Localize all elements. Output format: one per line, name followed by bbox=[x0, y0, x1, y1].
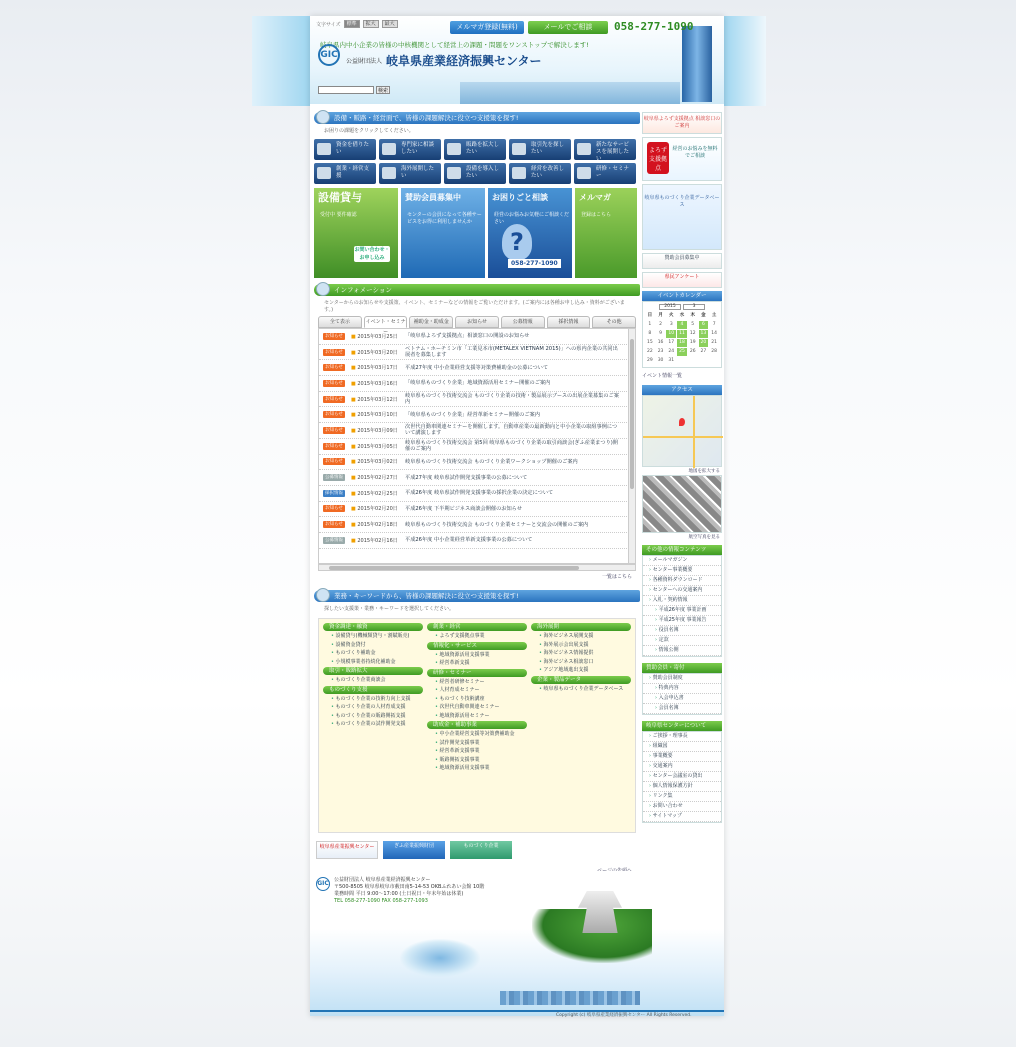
calendar-selectors bbox=[645, 304, 719, 310]
yorozu-logo: よろず支援拠点 bbox=[647, 142, 669, 174]
calendar-day: 15 bbox=[646, 340, 653, 345]
support-button-funding[interactable]: 資金を借りたい bbox=[314, 139, 376, 160]
tab-subsidy[interactable]: 補助金・助成金 bbox=[409, 316, 453, 328]
org-name[interactable]: 岐阜県産業経済振興センター bbox=[386, 54, 542, 68]
side-banner-database[interactable]: 岐阜県ものづくり企業データベース bbox=[642, 184, 722, 250]
keyword-link[interactable]: • アジア地域進出支援 bbox=[531, 667, 631, 674]
side-menu-item[interactable]: › お問い合わせ bbox=[643, 802, 721, 812]
font-size-large-button[interactable]: 拡大 bbox=[363, 20, 379, 28]
info-row[interactable] bbox=[319, 360, 635, 376]
support-subtitle: お困りの課題をクリックしてください。 bbox=[324, 128, 414, 134]
calendar-day: 17 bbox=[668, 340, 675, 345]
keyword-category-heading: 研修・セミナー bbox=[427, 669, 527, 677]
side-menu-item[interactable]: › 入札・契約情報 bbox=[643, 596, 721, 606]
keyword-section-title: 業務・キーワードから、皆様の課題解決に役立つ支援策を探す! bbox=[314, 590, 640, 602]
event-calendar bbox=[642, 301, 722, 368]
support-button-expert[interactable]: 専門家に相談したい bbox=[379, 139, 441, 160]
menu-center-title: 岐阜県センターについて bbox=[642, 721, 722, 731]
keyword-link[interactable]: • 経営革新支援事業 bbox=[427, 748, 527, 755]
keyword-link[interactable]: • ものづくり企業商談会 bbox=[323, 677, 423, 684]
keyword-link[interactable]: • 設備貸与(機械類貸与・割賦販売) bbox=[323, 633, 423, 640]
search-input[interactable] bbox=[318, 86, 374, 94]
info-row[interactable] bbox=[319, 486, 635, 502]
side-menu-item[interactable]: › センターへの交通案内 bbox=[643, 586, 721, 596]
keyword-link[interactable]: • 海外ビジネス相談窓口 bbox=[531, 659, 631, 666]
side-menu-item[interactable]: › 入会申込書 bbox=[643, 694, 721, 704]
gear-icon bbox=[447, 167, 461, 179]
keyword-link[interactable]: • 経営革新支援 bbox=[427, 660, 527, 667]
side-menu-item[interactable]: › センター事業概要 bbox=[643, 566, 721, 576]
footer-banner-2[interactable]: ぎふ産業振興財団 bbox=[383, 841, 445, 859]
info-date: ■ 2015年02月27日 bbox=[345, 474, 405, 481]
banner-phone: 058-277-1090 bbox=[508, 259, 561, 268]
city-illustration bbox=[460, 82, 680, 104]
feature-banners bbox=[314, 188, 640, 278]
side-banner-yorozu-support[interactable]: よろず支援拠点 経営のお悩みを無料でご相談 bbox=[642, 137, 722, 181]
tower-illustration bbox=[682, 26, 712, 102]
support-button-startup[interactable]: 創業・経営支援 bbox=[314, 163, 376, 184]
footer-address: 〒500-8505 岐阜県岐阜市薮田南5-14-53 OKBふれあい会館 10階 bbox=[334, 884, 485, 890]
calendar-day-event[interactable]: 20 bbox=[700, 340, 707, 345]
tab-all[interactable]: 全て表示 bbox=[318, 316, 362, 328]
mailmag-register-button[interactable]: メルマガ登録(無料) bbox=[450, 21, 524, 34]
keyword-link[interactable]: • 海外展示会出展支援 bbox=[531, 642, 631, 649]
event-list-link[interactable]: イベント情報一覧 bbox=[642, 373, 683, 379]
aerial-photo-link[interactable]: 航空写真を見る bbox=[688, 535, 720, 540]
info-date: ■ 2015年03月25日 bbox=[345, 333, 405, 340]
info-date: ■ 2015年02月25日 bbox=[345, 490, 405, 497]
side-banner-member[interactable]: 賛助会員募集中 bbox=[642, 253, 722, 269]
keyword-link[interactable]: • ものづくり企業の人材育成支援 bbox=[323, 704, 423, 711]
map-enlarge-link[interactable]: 地図を拡大する bbox=[688, 469, 720, 474]
access-map[interactable] bbox=[642, 395, 722, 467]
search-button[interactable]: 検索 bbox=[377, 88, 388, 94]
info-tabs bbox=[314, 316, 640, 335]
info-date: ■ 2015年03月12日 bbox=[345, 396, 405, 403]
keyword-link[interactable]: • 試作開発支援事業 bbox=[427, 740, 527, 747]
calendar-weekday: 金 bbox=[701, 313, 706, 318]
keyword-link[interactable]: • 地域資源活用支援事業 bbox=[427, 652, 527, 659]
font-size-normal-button[interactable]: 標準 bbox=[344, 20, 360, 28]
calendar-month-select[interactable]: 3 bbox=[683, 304, 705, 310]
calendar-day: 9 bbox=[659, 331, 662, 336]
font-size-switcher bbox=[316, 20, 398, 28]
category-badge: お知らせ bbox=[323, 458, 345, 465]
footer-address-block bbox=[334, 877, 484, 905]
keyword-column bbox=[531, 623, 631, 828]
side-banner-yorozu[interactable]: 岐阜県よろず支援拠点 相談窓口のご案内 bbox=[642, 112, 722, 134]
magnifier-icon bbox=[316, 588, 330, 602]
calendar-weekday: 水 bbox=[679, 313, 685, 318]
side-menu-item[interactable]: › サイトマップ bbox=[643, 812, 721, 822]
info-date: ■ 2015年02月18日 bbox=[345, 521, 405, 528]
keyword-link[interactable]: • 地域資源活用セミナー bbox=[427, 713, 527, 720]
keyword-link[interactable]: • 地域資源活用支援事業 bbox=[427, 765, 527, 772]
support-button-grid bbox=[314, 139, 640, 184]
aerial-photo[interactable] bbox=[642, 475, 722, 533]
font-size-label: 文字サイズ bbox=[316, 21, 341, 28]
info-row[interactable] bbox=[319, 407, 635, 423]
info-row[interactable] bbox=[319, 470, 635, 486]
side-menu-item[interactable]: › センター会議室の貸出 bbox=[643, 772, 721, 782]
people-icon bbox=[512, 143, 526, 155]
keyword-link[interactable]: • ものづくり技術講座 bbox=[427, 696, 527, 703]
banner-consultation[interactable]: お困りごと相談 経営のお悩みお気軽にご相談ください ? 058-277-1090 bbox=[488, 188, 572, 278]
keyword-column bbox=[427, 623, 527, 828]
info-row[interactable] bbox=[319, 329, 635, 345]
category-badge: お知らせ bbox=[323, 349, 345, 356]
footer-banner-1[interactable]: 岐阜県産業振興センター bbox=[316, 841, 378, 859]
side-menu-item[interactable]: › 事業概要 bbox=[643, 752, 721, 762]
calendar-day: 22 bbox=[646, 349, 653, 354]
keyword-link[interactable]: • 経営者研修セミナー bbox=[427, 679, 527, 686]
keyword-link[interactable]: • 中小企業経営支援等対策費補助金 bbox=[427, 731, 527, 738]
mail-consult-button[interactable]: メールでご相談 bbox=[528, 21, 608, 34]
keyword-column bbox=[323, 623, 423, 828]
header-phone: 058-277-1090 bbox=[614, 20, 694, 33]
scroll-thumb[interactable] bbox=[329, 566, 579, 570]
banner-member-recruit[interactable]: 賛助会員募集中 センターの会員になって各種サービスをお得に利用しませんか bbox=[401, 188, 485, 278]
support-button-partner[interactable]: 取引先を探したい bbox=[509, 139, 571, 160]
calendar-day: 1 bbox=[648, 322, 652, 327]
side-menu-item[interactable]: › 各種資料ダウンロード bbox=[643, 576, 721, 586]
tab-event[interactable]: イベント・セミナー bbox=[364, 316, 408, 328]
calendar-day: 29 bbox=[646, 358, 653, 363]
info-link[interactable]: 平成26年度 下半期ビジネス商談会開催のお知らせ bbox=[405, 505, 522, 512]
banner-equipment-lease[interactable]: 設備貸与 受付中 要件確認 お問い合わせ・お申し込み bbox=[314, 188, 398, 278]
keyword-section bbox=[314, 590, 640, 833]
handshake-icon bbox=[382, 143, 396, 155]
support-button-sales[interactable]: 販路を拡大したい bbox=[444, 139, 506, 160]
info-link[interactable]: 平成26年度 中小企業経営革新支援事業の公募について bbox=[405, 537, 533, 544]
menu-other-title: その他の情報コンテンツ bbox=[642, 545, 722, 555]
calendar-day: 5 bbox=[691, 322, 695, 327]
support-button-service[interactable]: 新たなサービスを展開したい bbox=[574, 139, 636, 160]
calendar-day-event[interactable]: 11 bbox=[679, 331, 685, 336]
org-type: 公益財団法人 bbox=[346, 58, 383, 65]
site-header bbox=[310, 16, 724, 104]
info-list bbox=[318, 328, 636, 564]
question-icon: ? bbox=[502, 224, 532, 260]
tab-adopted[interactable]: 採択情報 bbox=[547, 316, 591, 328]
access-title: アクセス bbox=[642, 385, 722, 395]
info-rows bbox=[319, 329, 635, 549]
map-road bbox=[643, 436, 723, 438]
category-badge: 採択情報 bbox=[325, 490, 343, 496]
keyword-link[interactable]: • 海外ビジネス情報提供 bbox=[531, 650, 631, 657]
footer-tel: TEL 058-277-1090 FAX 058-277-1093 bbox=[334, 898, 428, 904]
info-row[interactable] bbox=[319, 392, 635, 408]
chart-icon bbox=[317, 167, 331, 179]
calendar-day: 31 bbox=[668, 358, 675, 363]
info-date: ■ 2015年02月20日 bbox=[345, 505, 405, 512]
info-link[interactable]: 岐阜県ものづくり技術交流会 ものづくり企業ワークショップ開催のご案内 bbox=[405, 458, 578, 465]
yen-icon bbox=[317, 143, 331, 155]
side-menu-item[interactable]: › メールマガジン bbox=[643, 556, 721, 566]
info-date: ■ 2015年03月16日 bbox=[345, 380, 405, 387]
header-side-decoration-right bbox=[724, 16, 766, 106]
keyword-category-heading: 情報化・サービス bbox=[427, 642, 527, 650]
info-icon bbox=[316, 282, 330, 296]
calendar-weekday: 日 bbox=[647, 313, 653, 318]
footer-org: 公益財団法人 岐阜県産業経済振興センター bbox=[334, 877, 431, 883]
category-badge: 公募情報 bbox=[325, 475, 343, 481]
site-search bbox=[318, 86, 390, 94]
tab-notice[interactable]: お知らせ bbox=[455, 316, 499, 328]
info-link[interactable]: 岐阜県ものづくり技術交流会 第5回 岐阜県ものづくり企業の取引商談会(ぎふ産業まつり)開催のご案内 bbox=[405, 440, 618, 453]
category-badge: お知らせ bbox=[323, 333, 345, 340]
menu-member-title: 賛助会員・寄付 bbox=[642, 663, 722, 673]
side-menu-item[interactable]: › 役員名簿 bbox=[643, 626, 721, 636]
info-horizontal-scrollbar[interactable] bbox=[318, 564, 636, 571]
info-link[interactable]: 「岐阜県ものづくり企業」地域資源活用セミナー開催のご案内 bbox=[405, 380, 551, 387]
calendar-weekday: 木 bbox=[690, 313, 695, 318]
skyline-illustration bbox=[500, 991, 640, 1005]
footer-hours: 業務時間 平日 9:00〜17:00 (土日祝日・年末年始は休業) bbox=[334, 891, 464, 897]
calendar-day: 12 bbox=[689, 331, 696, 336]
side-menu-item[interactable]: › 会員名簿 bbox=[643, 704, 721, 714]
keyword-category-heading: 創業・経営 bbox=[427, 623, 527, 631]
font-size-max-button[interactable]: 最大 bbox=[382, 20, 398, 28]
keyword-link[interactable]: • ものづくり企業の試作開発支援 bbox=[323, 721, 423, 728]
calendar-day: 3 bbox=[669, 322, 673, 327]
info-row[interactable] bbox=[319, 423, 635, 439]
information-section bbox=[314, 284, 640, 582]
side-menu-item[interactable]: › 賛助会員制度 bbox=[643, 674, 721, 684]
calendar-day: 28 bbox=[711, 349, 717, 354]
calendar-grid bbox=[645, 312, 719, 365]
info-section-title: インフォメーション bbox=[314, 284, 640, 296]
info-date: ■ 2015年02月16日 bbox=[345, 537, 405, 544]
map-pin-icon bbox=[679, 418, 685, 426]
side-menu-item[interactable]: › 平成25年度 事業報告 bbox=[643, 616, 721, 626]
side-menu-item[interactable]: › 組織図 bbox=[643, 742, 721, 752]
info-date: ■ 2015年03月17日 bbox=[345, 364, 405, 371]
info-more-link[interactable]: 一覧はこちら bbox=[601, 574, 632, 580]
info-link[interactable]: 岐阜県ものづくり技術交流会 ものづくり企業の技術・製品展示ブースの出展企業募集のご案内 bbox=[405, 393, 619, 406]
keyword-link[interactable]: • 岐阜県ものづくり企業データベース bbox=[531, 686, 631, 693]
calendar-day-event[interactable]: 25 bbox=[679, 349, 685, 354]
calendar-day-event[interactable]: 10 bbox=[668, 331, 675, 336]
side-menu-item[interactable]: › 平成26年度 事業計画 bbox=[643, 606, 721, 616]
calendar-day: 16 bbox=[657, 340, 664, 345]
right-sidebar bbox=[642, 112, 722, 823]
footer-logo-icon: GIC bbox=[316, 877, 330, 891]
keyword-link[interactable]: • 小規模事業者持続化補助金 bbox=[323, 659, 423, 666]
category-badge: お知らせ bbox=[323, 364, 345, 371]
keyword-link[interactable]: • 人材育成セミナー bbox=[427, 687, 527, 694]
menu-member bbox=[642, 673, 722, 715]
info-link[interactable]: 平成26年度 岐阜県試作開発支援事業の採択企業の決定について bbox=[405, 490, 554, 497]
side-menu-item[interactable]: › 交通案内 bbox=[643, 762, 721, 772]
calendar-day: 14 bbox=[711, 331, 717, 336]
calendar-day: 30 bbox=[657, 358, 664, 363]
info-description: センターからのお知らせや支援策、イベント、セミナーなどの情報をご覧いただけます。(ご案内には各種お申し込み・資料がございます。) bbox=[324, 300, 625, 313]
logo-icon[interactable]: GIC bbox=[318, 44, 340, 66]
side-menu-item[interactable]: › 定款 bbox=[643, 636, 721, 646]
calendar-day: 8 bbox=[648, 331, 652, 336]
calendar-day: 26 bbox=[689, 349, 696, 354]
info-link[interactable]: ベトナム・ホーチミン市「工業見本市(METALEX VIETNAM 2015)」への県内企業の共同出展者を募集します bbox=[405, 346, 618, 359]
support-button-overseas[interactable]: 海外展開したい bbox=[379, 163, 441, 184]
info-vertical-scrollbar[interactable] bbox=[628, 329, 635, 564]
calendar-weekday: 土 bbox=[711, 313, 717, 318]
info-link[interactable]: 岐阜県ものづくり技術交流会 ものづくり企業セミナーと交流会の開催のご案内 bbox=[405, 521, 589, 528]
header-tagline: 岐阜県内中小企業の皆様の中核機関として経営上の課題・問題をワンストップで解決します! bbox=[320, 41, 589, 49]
scroll-thumb[interactable] bbox=[630, 339, 634, 489]
side-menu-item[interactable]: › 情報公開 bbox=[643, 646, 721, 656]
calendar-weekday: 月 bbox=[658, 313, 663, 318]
category-badge: お知らせ bbox=[323, 396, 345, 403]
keyword-category-heading: 海外展開 bbox=[531, 623, 631, 631]
globe-icon bbox=[382, 167, 396, 179]
info-link[interactable]: 「岐阜県よろず支援拠点」相談窓口の開設のお知らせ bbox=[405, 333, 530, 340]
category-badge: お知らせ bbox=[323, 427, 345, 434]
map-road bbox=[693, 396, 695, 468]
info-row[interactable] bbox=[319, 376, 635, 392]
magnifier-icon bbox=[316, 110, 330, 124]
category-badge: お知らせ bbox=[323, 443, 345, 450]
book-icon bbox=[577, 167, 591, 179]
keyword-link[interactable]: • よろず支援拠点事業 bbox=[427, 633, 527, 640]
support-button-improve[interactable]: 経営を改善したい bbox=[509, 163, 571, 184]
category-badge: お知らせ bbox=[323, 380, 345, 387]
support-button-equipment[interactable]: 設備を導入したい bbox=[444, 163, 506, 184]
info-link[interactable]: 平成27年度 中小企業経営支援等対策費補助金の公募について bbox=[405, 364, 549, 371]
banner-inquiry-pill: お問い合わせ・お申し込み bbox=[354, 247, 390, 261]
info-date: ■ 2015年03月05日 bbox=[345, 443, 405, 450]
tab-public[interactable]: 公募情報 bbox=[501, 316, 545, 328]
calendar-day: 23 bbox=[657, 349, 664, 354]
keyword-category-heading: 資金調達・融資 bbox=[323, 623, 423, 631]
keyword-category-heading: 助成金・補助事業 bbox=[427, 721, 527, 729]
keyword-link[interactable]: • 販路開拓支援事業 bbox=[427, 757, 527, 764]
calendar-day: 21 bbox=[711, 340, 717, 345]
keyword-link[interactable]: • 設備資金貸付 bbox=[323, 642, 423, 649]
keyword-link[interactable]: • 次世代自動車関連セミナー bbox=[427, 704, 527, 711]
calendar-weekday: 火 bbox=[669, 313, 674, 318]
category-badge: 公募情報 bbox=[325, 537, 343, 543]
category-badge: お知らせ bbox=[323, 521, 345, 528]
calendar-day-event[interactable]: 6 bbox=[699, 321, 709, 329]
site-footer bbox=[310, 871, 724, 1016]
keyword-category-heading: 取引・販路拡大 bbox=[323, 667, 423, 675]
info-link[interactable]: 平成27年度 岐阜県試作開発支援事業の公募について bbox=[405, 474, 528, 481]
info-link[interactable]: 次世代自動車関連セミナーを開催します。自動車産業の最新動向と中小企業の取組事例について講演します bbox=[405, 424, 618, 437]
calendar-day: 7 bbox=[712, 322, 716, 327]
banner-mailmag[interactable]: メルマガ 登録はこちら bbox=[575, 188, 637, 278]
support-section-title: 設備・販路・経営面で、皆様の課題解決に役立つ支援策を探す! bbox=[314, 112, 640, 124]
info-row[interactable] bbox=[319, 345, 635, 361]
calendar-day-event[interactable]: 18 bbox=[679, 340, 685, 345]
keyword-link[interactable]: • 海外ビジネス展開支援 bbox=[531, 633, 631, 640]
category-badge: お知らせ bbox=[323, 505, 345, 512]
cormorant-boats-illustration bbox=[400, 939, 480, 977]
footer-banner-3[interactable]: ものづくり企業 bbox=[450, 841, 512, 859]
info-link[interactable]: 「岐阜県ものづくり企業」経営革新セミナー開催のご案内 bbox=[405, 411, 540, 418]
calendar-day-event[interactable]: 13 bbox=[700, 331, 707, 336]
keyword-box bbox=[318, 618, 636, 833]
box-icon bbox=[447, 143, 461, 155]
support-button-training[interactable]: 研修・セミナー bbox=[574, 163, 636, 184]
info-date: ■ 2015年03月20日 bbox=[345, 349, 405, 356]
keyword-category-heading: 企業・製品データ bbox=[531, 676, 631, 684]
info-date: ■ 2015年03月02日 bbox=[345, 458, 405, 465]
header-side-decoration-left bbox=[252, 16, 310, 106]
keyword-subtitle: 探したい支援策・業務・キーワードを選択してください。 bbox=[324, 606, 455, 612]
menu-other bbox=[642, 555, 722, 657]
tab-other[interactable]: その他 bbox=[592, 316, 636, 328]
building-icon bbox=[577, 143, 591, 155]
page bbox=[310, 16, 724, 1016]
category-badge: お知らせ bbox=[323, 411, 345, 418]
keyword-category-heading: ものづくり支援 bbox=[323, 686, 423, 694]
keyword-link[interactable]: • ものづくり企業の販路開拓支援 bbox=[323, 713, 423, 720]
event-calendar-title: イベントカレンダー bbox=[642, 291, 722, 301]
info-row[interactable] bbox=[319, 439, 635, 455]
calendar-year-select[interactable]: 2015 bbox=[659, 304, 681, 310]
info-date: ■ 2015年03月10日 bbox=[345, 411, 405, 418]
graph-icon bbox=[512, 167, 526, 179]
side-menu-item[interactable]: › 個人情報保護方針 bbox=[643, 782, 721, 792]
keyword-link[interactable]: • ものづくり企業の技術力向上支援 bbox=[323, 696, 423, 703]
info-row[interactable] bbox=[319, 502, 635, 518]
copyright: Copyright (c) 岐阜県産業経済振興センター All Rights Reserved. bbox=[556, 1013, 692, 1018]
info-row[interactable] bbox=[319, 517, 635, 533]
calendar-day: 27 bbox=[700, 349, 707, 354]
info-row[interactable] bbox=[319, 455, 635, 471]
calendar-day-event[interactable]: 4 bbox=[677, 321, 687, 329]
calendar-day: 24 bbox=[668, 349, 675, 354]
side-menu-item[interactable]: › リンク集 bbox=[643, 792, 721, 802]
calendar-day: 2 bbox=[659, 322, 662, 327]
info-row[interactable] bbox=[319, 533, 635, 549]
footer-banners bbox=[314, 841, 640, 861]
side-banner-survey[interactable]: 県民アンケート bbox=[642, 272, 722, 288]
info-date: ■ 2015年03月09日 bbox=[345, 427, 405, 434]
side-menu-item[interactable]: › ご挨拶・理事長 bbox=[643, 732, 721, 742]
side-menu-item[interactable]: › 特典内容 bbox=[643, 684, 721, 694]
menu-center bbox=[642, 731, 722, 823]
calendar-day: 19 bbox=[689, 340, 696, 345]
main-content bbox=[314, 112, 640, 874]
keyword-link[interactable]: • ものづくり補助金 bbox=[323, 650, 423, 657]
